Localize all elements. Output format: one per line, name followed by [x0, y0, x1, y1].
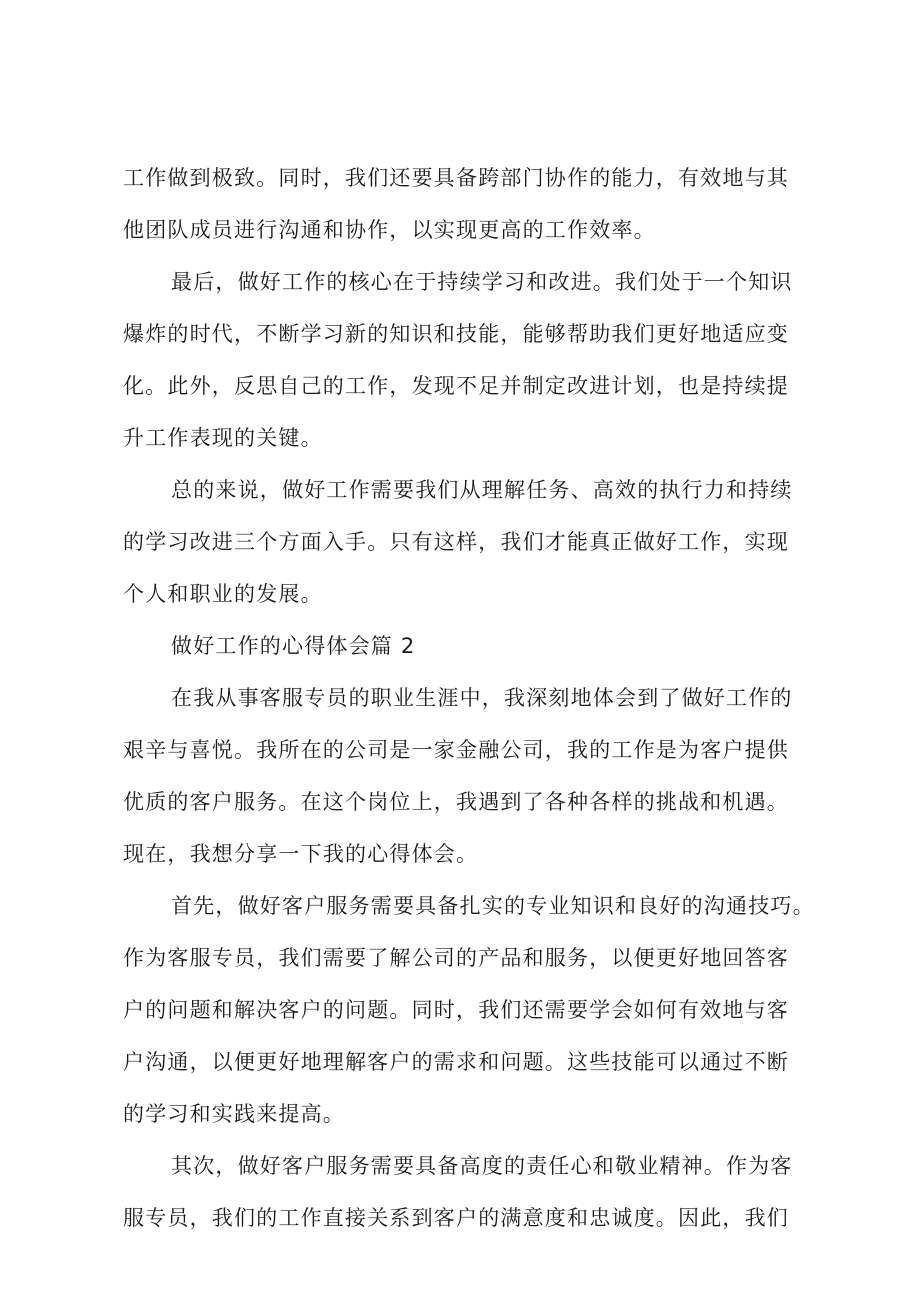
paragraph-start-line: 首先，做好客户服务需要具备扎实的专业知识和良好的沟通技巧。 [171, 894, 815, 918]
text-line: 户的问题和解决客户的问题。同时，我们还需要学会如何有效地与客 [123, 998, 789, 1022]
text-line: 他团队成员进行沟通和协作，以实现更高的工作效率。 [123, 218, 656, 242]
text-line: 的学习改进三个方面入手。只有这样，我们才能真正做好工作，实现 [123, 530, 789, 554]
text-line: 工作做到极致。同时，我们还要具备跨部门协作的能力，有效地与其 [123, 166, 789, 190]
paragraph-start-line: 在我从事客服专员的职业生涯中，我深刻地体会到了做好工作的 [171, 686, 793, 710]
paragraph-start-line: 总的来说，做好工作需要我们从理解任务、高效的执行力和持续 [171, 478, 793, 502]
paragraph-start-line: 最后，做好工作的核心在于持续学习和改进。我们处于一个知识 [171, 270, 793, 294]
text-line: 个人和职业的发展。 [123, 582, 323, 606]
text-line: 化。此外，反思自己的工作，发现不足并制定改进计划，也是持续提 [123, 374, 789, 398]
paragraph-start-line: 其次，做好客户服务需要具备高度的责任心和敬业精神。作为客 [171, 1154, 793, 1178]
text-line: 现在，我想分享一下我的心得体会。 [123, 842, 479, 866]
text-line: 艰辛与喜悦。我所在的公司是一家金融公司，我的工作是为客户提供 [123, 738, 789, 762]
text-line: 升工作表现的关键。 [123, 426, 323, 450]
text-line: 户沟通，以便更好地理解客户的需求和问题。这些技能可以通过不断 [123, 1050, 789, 1074]
section-heading: 做好工作的心得体会篇 2 [171, 634, 416, 658]
text-line: 服专员，我们的工作直接关系到客户的满意度和忠诚度。因此，我们 [123, 1206, 789, 1230]
text-line: 的学习和实践来提高。 [123, 1102, 345, 1126]
text-line: 爆炸的时代，不断学习新的知识和技能，能够帮助我们更好地适应变 [123, 322, 789, 346]
document-body [123, 152, 823, 1244]
text-line: 作为客服专员，我们需要了解公司的产品和服务，以便更好地回答客 [123, 946, 789, 970]
text-line: 优质的客户服务。在这个岗位上，我遇到了各种各样的挑战和机遇。 [123, 790, 789, 814]
